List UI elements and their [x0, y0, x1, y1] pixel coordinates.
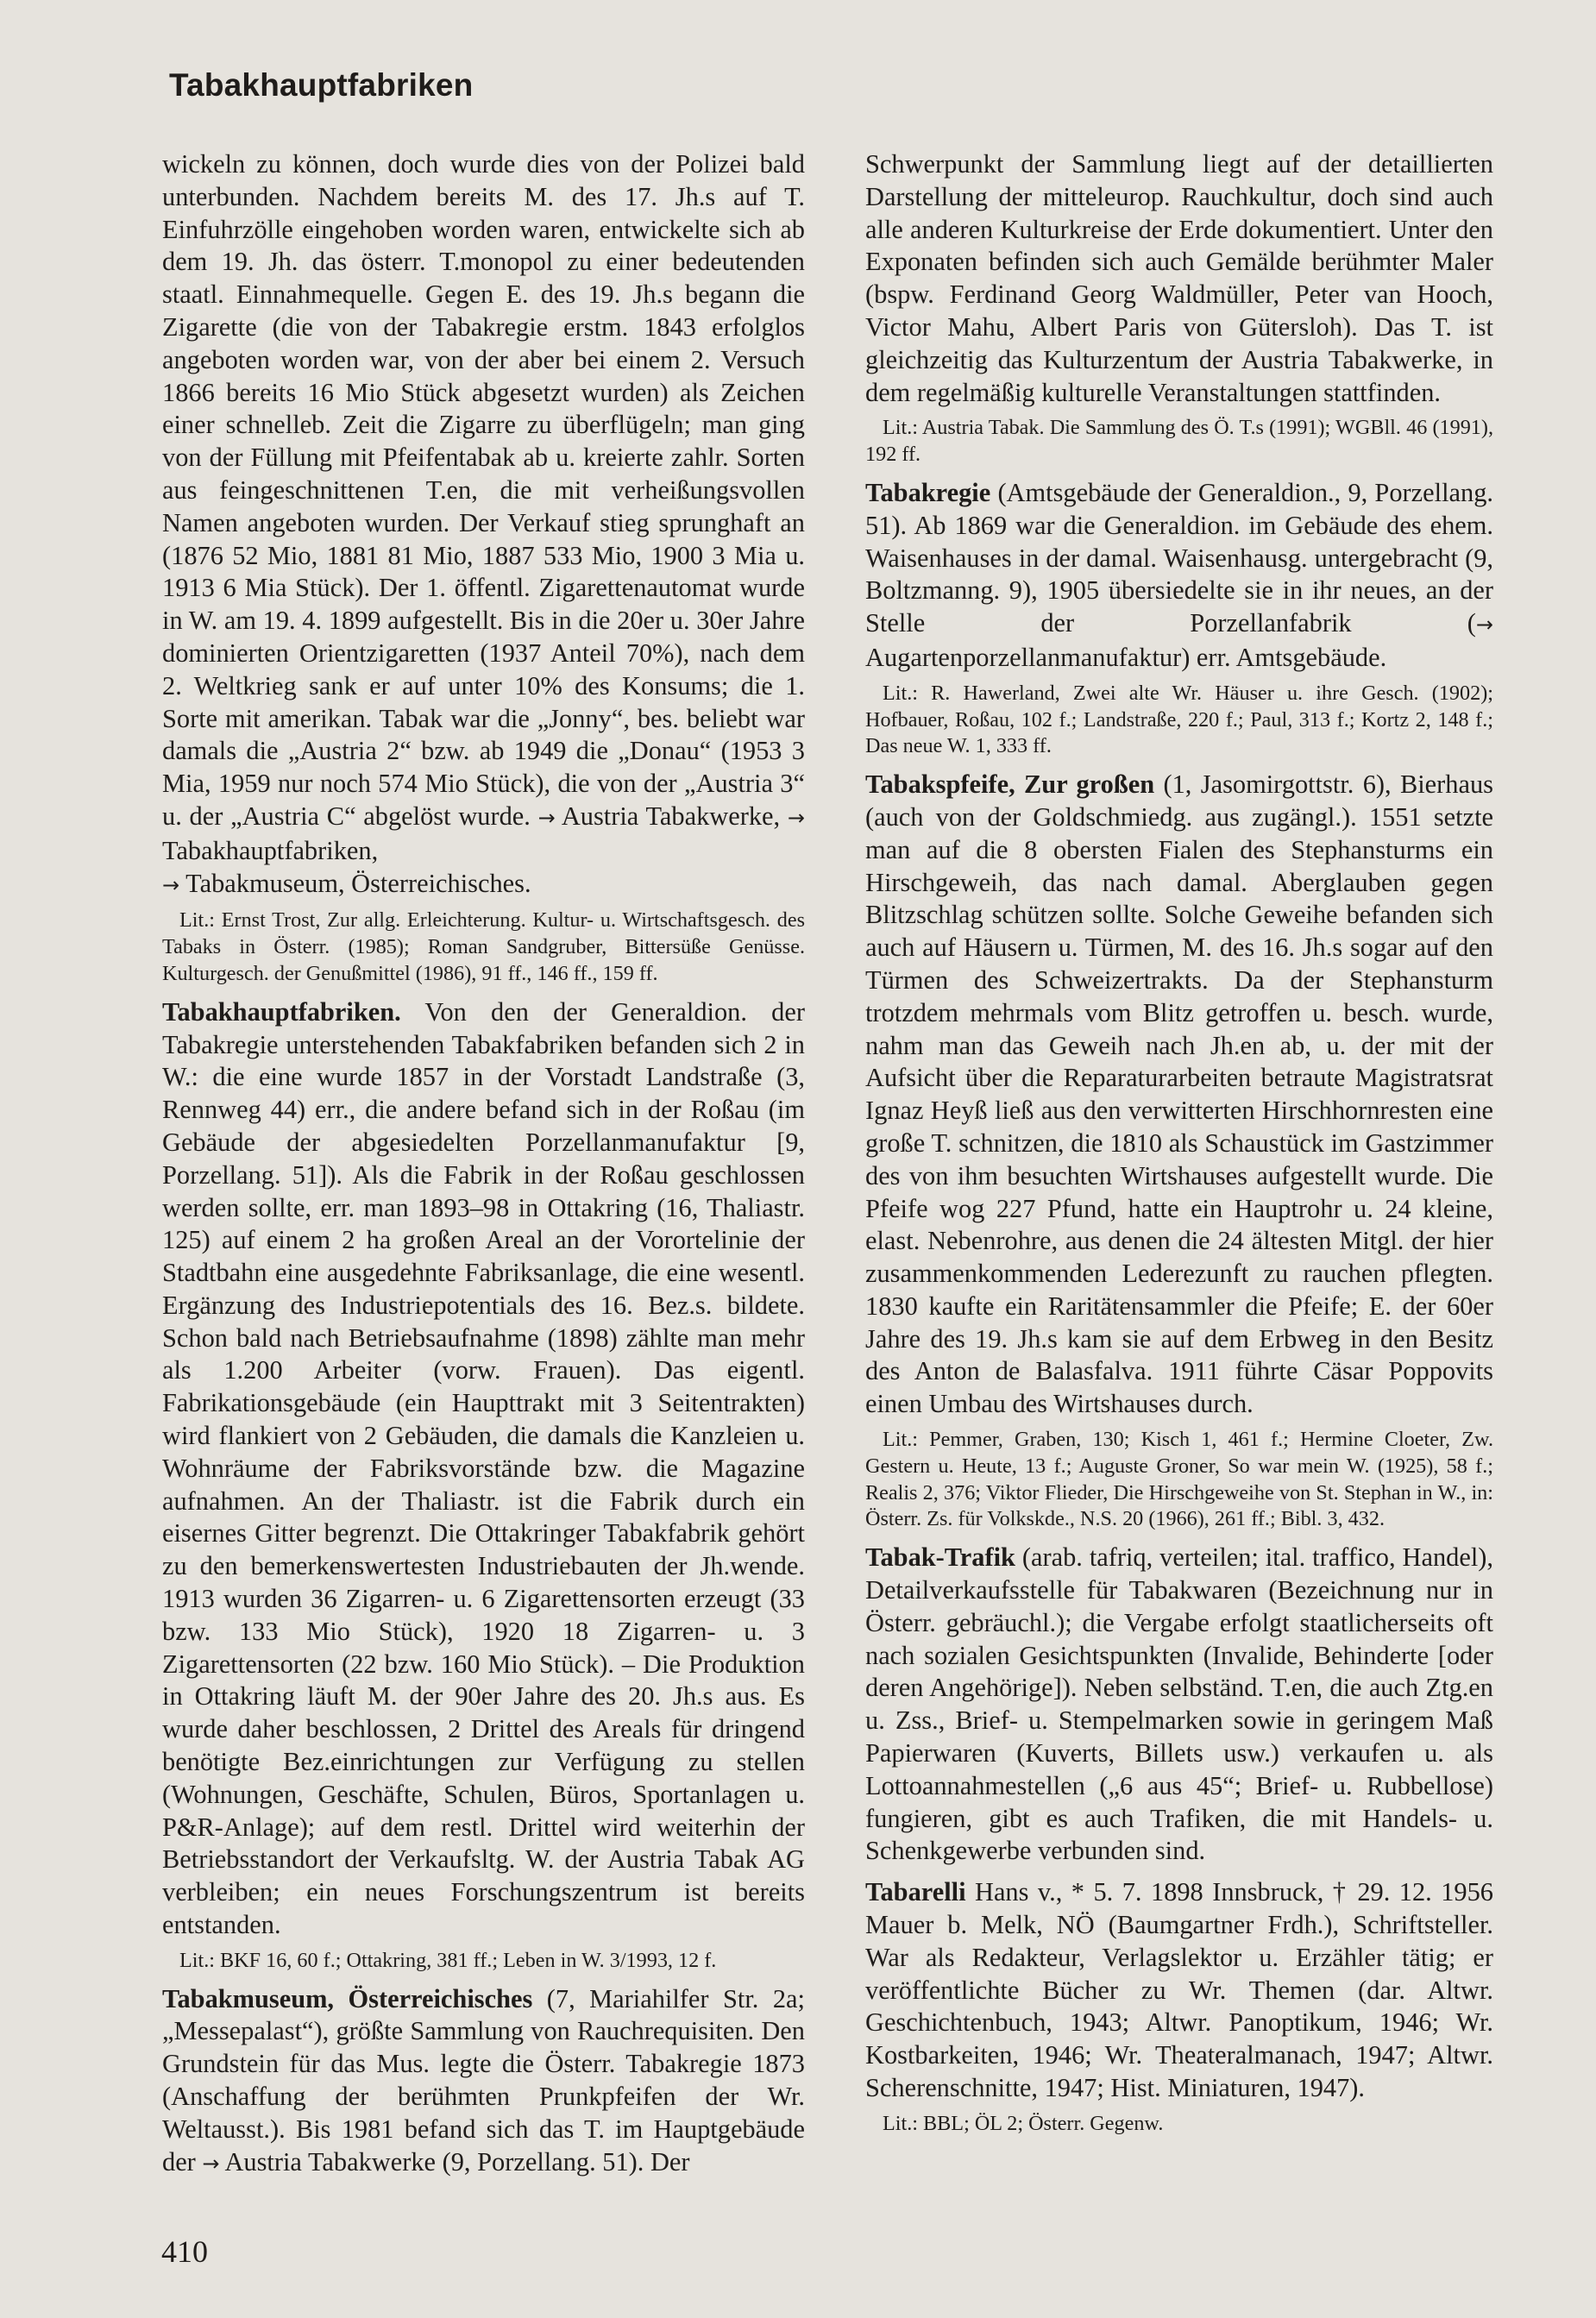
- literature-reference: Lit.: Pemmer, Graben, 130; Kisch 1, 461 f.; Hermine Cloeter, Zw. Gestern u. Heute, 13 f.; Auguste Groner, So war mein W. (1925), 58 f.; Realis 2, 376; Viktor Flieder, Die Hirschgeweihe von St. Stephan in W., in: Österr. Zs. für Volkskde., N.S. 20 (1966), 261 ff.; Bibl. 3, 432.: [865, 1428, 1493, 1531]
- entry-headword: Tabakregie: [865, 477, 991, 507]
- entry-headword: Tabarelli: [865, 1877, 966, 1907]
- entry-headword: Tabak-Trafik: [865, 1542, 1015, 1573]
- cross-reference-text[interactable]: Augartenporzellanmanufaktur) err. Amtsgebäude.: [865, 642, 1387, 672]
- page-number: 410: [161, 2234, 208, 2269]
- entry-tabakregie: [865, 477, 1493, 675]
- entry-tabarelli: [865, 1876, 1493, 2105]
- entry-tabakspfeife: [865, 769, 1493, 1421]
- entry-tabakhauptfabriken: [162, 996, 805, 1942]
- literature-reference: Lit.: BBL; ÖL 2; Österr. Gegenw.: [883, 2111, 1164, 2135]
- entry-headword: Tabakspfeife, Zur großen: [865, 770, 1155, 800]
- entry-text: Hans v., * 5. 7. 1898 Innsbruck, † 29. 12. 1956 Mauer b. Melk, NÖ (Baumgartner Frdh.), Schriftsteller. War als Redakteur, Verlagslektor u. Erzähler tätig; er veröffentlichte Bücher zu Wr. Themen (dar. Altwr. Geschichtenbuch, 1943; Altwr. Panoptikum, 1946; Wr. Kostbarkeiten, 1946; Wr. Theateralmanach, 1947; Altwr. Scherenschnitte, 1947; Hist. Miniaturen, 1947).: [865, 1877, 1493, 2103]
- entry-text: (arab. tafriq, verteilen; ital. traffico, Handel), Detailverkaufsstelle für Tabakwaren (Bezeichnung nur in Österr. gebräuchl.); die Vergabe erfolgt staatlicherseits oft nach sozialen Gesichtspunkten (Invalide, Behinderte [oder deren Angehörige]). Neben selbständ. T.en, die auch Ztg.en u. Zss., Brief- u. Stempelmarken sowie in geringem Maß Papierwaren (Kuverts, Billets usw.) verkaufen u. als Lottoannahmestellen („6 aus 45“; Brief- u. Rubbellose) fungieren, gibt es auch Trafiken, die mit Handels- u. Schenkgewerbe verbunden sind.: [865, 1542, 1493, 1866]
- entry-tabakmuseum: [162, 1983, 805, 2181]
- cross-reference-tabakhauptfabriken[interactable]: Tabakhauptfabriken,: [162, 835, 379, 865]
- running-head: Tabakhauptfabriken: [169, 67, 474, 103]
- paragraph-museum-continued: Schwerpunkt der Sammlung liegt auf der detaillierten Darstellung der mitteleurop. Rauchkultur, doch sind auch alle anderen Kulturkreise der Erde dokumentiert. Unter den Exponaten befinden sich auch Gemälde berühmter Maler (bspw. Ferdinand Georg Waldmüller, Peter van Hooch, Victor Mahu, Albert Paris von Gütersloh). Das T. ist gleichzeitig das Kulturzentum der Austria Tabakwerke, in dem regelmäßig kulturelle Veranstaltungen stattfinden.: [865, 149, 1493, 407]
- entry-text: Von den der Generaldion. der Tabakregie unterstehenden Tabakfabriken befanden sich 2 in W.: die eine wurde 1857 in der Vorstadt Landstraße (3, Rennweg 44) err., die andere befand sich in der Roßau (im Gebäude der abgesiedelten Porzellanmanufaktur [9, Porzellang. 51]). Als die Fabrik in der Roßau geschlossen werden sollte, err. man 1893–98 in Ottakring (16, Thaliastr. 125) auf einem 2 ha großen Areal an der Vorortelinie der Stadtbahn eine ausgedehnte Fabriksanlage, die eine wesentl. Ergänzung des Industriepotentials des 16. Bez.s. bildete. Schon bald nach Betriebsaufnahme (1898) zählte man mehr als 1.200 Arbeiter (vorw. Frauen). Das eigentl. Fabrikationsgebäude (ein Haupttrakt mit 3 Seitentrakten) wird flankiert von 2 Gebäuden, die damals die Kanzleien u. Wohnräume der Fabriksvorstände bzw. die Magazine aufnahmen. An der Thaliastr. ist die Fabrik durch ein eisernes Gitter begrenzt. Die Ottakringer Tabakfabrik gehört zu den bemerkenswertesten Industriebauten der Jh.wende. 1913 wurden 36 Zigarren- u. 6 Zigarettensorten erzeugt (33 bzw. 133 Mio Stück), 1920 18 Zigarren- u. 3 Zigarettensorten (22 bzw. 160 Mio Stück). – Die Produktion in Ottakring läuft M. der 90er Jahre des 20. Jh.s aus. Es wurde daher beschlossen, 2 Drittel des Areals für dringend benötigte Bez.einrichtungen zur Verfügung zu stellen (Wohnungen, Geschäfte, Schulen, Büros, Sportanlagen u. P&R-Anlage); auf dem restl. Drittel wird weiterhin der Betriebsstandort der Verkaufsltg. W. der Austria Tabak AG verbleiben; ein neues Forschungszentrum ist bereits entstanden.: [162, 996, 805, 1940]
- cross-reference-text[interactable]: Austria Tabakwerke (9, Porzellang. 51). Der: [224, 2146, 690, 2177]
- cross-reference-arrow: →: [162, 872, 180, 897]
- literature-reference: Lit.: Austria Tabak. Die Sammlung des Ö. T.s (1991); WGBll. 46 (1991), 192 ff.: [865, 416, 1493, 467]
- entry-headword: Tabakmuseum, Österreichisches: [162, 1983, 533, 2013]
- literature-reference: Lit.: Ernst Trost, Zur allg. Erleichterung. Kultur- u. Wirtschaftsgesch. des Tabaks in Österr. (1985); Roman Sandgruber, Bittersüße Genüsse. Kulturgesch. der Genußmittel (1986), 91 ff., 146 ff., 159 ff.: [162, 908, 805, 985]
- left-column: [162, 148, 805, 2180]
- cross-reference-arrow: →: [537, 805, 556, 830]
- cross-reference-arrow: →: [202, 2151, 220, 2176]
- cross-reference-tabakmuseum[interactable]: Tabakmuseum, Österreichisches.: [185, 868, 531, 898]
- entry-text: (1, Jasomirgottstr. 6), Bierhaus (auch von der Goldschmiedg. aus zugängl.). 1551 setzte man auf die 8 obersten Fialen des Stephansturms ein Hirschgeweih, das nach damal. Aberglauben gegen Blitzschlag schützen sollte. Solche Geweihe befanden sich auch auf Häusern u. Türmen, M. des 16. Jh.s sogar auf den Türmen des Schweizertrakts. Da der Stephansturm trotzdem mehrmals vom Blitz getroffen u. besch. wurde, nahm man das Geweih nach Jh.en ab, u. der mit der Aufsicht über die Reparaturarbeiten betraute Magistratsrat Ignaz Heyß ließ aus den verwitterten Hirschhornresten eine große T. schnitzen, die 1810 als Schaustück im Gastzimmer des von ihm besuchten Wirtshauses aufgestellt wurde. Die Pfeife wog 227 Pfund, hatte ein Hauptrohr u. 24 kleine, elast. Nebenrohre, aus denen die 24 ältesten Mitgl. der hier zusammenkommenden Lederezunft zu rauchen pflegten. 1830 kaufte ein Raritätensammler die Pfeife; E. der 60er Jahre des 19. Jh.s kam sie auf dem Erbweg in den Besitz des Anton de Balasfalva. 1911 führte Cäsar Poppovits einen Umbau des Wirtshauses durch.: [865, 770, 1493, 1419]
- cross-reference-austria-tabakwerke[interactable]: Austria Tabakwerke,: [561, 801, 781, 831]
- entry-text: (7, Mariahilfer Str. 2a; „Messepalast“), größte Sammlung von Rauchrequisiten. Den Grundstein für das Mus. legte die Österr. Tabakregie 1873 (Anschaffung der berühmten Prunkpfeifen der Wr. Weltausst.). Bis 1981 befand sich das T. im Hauptgebäude der: [162, 1983, 805, 2177]
- literature-reference: Lit.: R. Hawerland, Zwei alte Wr. Häuser u. ihre Gesch. (1902); Hofbauer, Roßau, 102 f.; Landstraße, 220 f.; Paul, 313 f.; Kortz 2, 148 f.; Das neue W. 1, 333 ff.: [865, 681, 1493, 758]
- paragraph-text: wickeln zu können, doch wurde dies von der Polizei bald unterbunden. Nachdem bereits M. des 17. Jh.s auf T. Einfuhrzölle eingehoben worden waren, entwickelte sich ab dem 19. Jh. das österr. T.monopol zu einer bedeutenden staatl. Einnahmequelle. Gegen E. des 19. Jh.s begann die Zigarette (die von der Tabakregie erstm. 1843 erfolglos angeboten worden war, von der aber bei einem 2. Versuch 1866 bereits 16 Mio Stück abgesetzt wurden) als Zeichen einer schnelleb. Zeit die Zigarre zu überflügeln; man ging von der Füllung mit Pfeifentabak ab u. kreierte zahlr. Sorten aus feingeschnittenen T.en, die mit verheißungsvollen Namen angeboten wurden. Der Verkauf stieg sprunghaft an (1876 52 Mio, 1881 81 Mio, 1887 533 Mio, 1900 3 Mia u. 1913 6 Mia Stück). Der 1. öffentl. Zigarettenautomat wurde in W. am 19. 4. 1899 aufgestellt. Bis in die 20er u. 30er Jahre dominierten Orientzigaretten (1937 Anteil 70%), nach dem 2. Weltkrieg sank er auf unter 10% des Konsums; die 1. Sorte mit amerikan. Tabak war die „Jonny“, bes. beliebt war damals die „Austria 2“ bzw. ab 1949 die „Donau“ (1953 3 Mia, 1959 nur noch 574 Mio Stück), die von der „Austria 3“ u. der „Austria C“ abgelöst wurde.: [162, 149, 805, 831]
- entry-headword: Tabakhauptfabriken.: [162, 996, 401, 1027]
- cross-reference-arrow: →: [787, 805, 805, 830]
- literature-reference: Lit.: BKF 16, 60 f.; Ottakring, 381 ff.; Leben in W. 3/1993, 12 f.: [179, 1948, 717, 1972]
- paragraph-tobacco-history: [162, 148, 805, 901]
- entry-text: (Amtsgebäude der Generaldion., 9, Porzellang. 51). Ab 1869 war die Generaldion. im Gebäude des ehem. Waisenhauses in der damal. Waisenhausg. untergebracht (9, Boltzmanng. 9), 1905 übersiedelte sie in ihr neues, an der Stelle der Porzellanfabrik (: [865, 477, 1493, 638]
- entry-tabak-trafik: [865, 1542, 1493, 1868]
- cross-reference-arrow: →: [1475, 612, 1493, 638]
- right-column: [865, 148, 1493, 2143]
